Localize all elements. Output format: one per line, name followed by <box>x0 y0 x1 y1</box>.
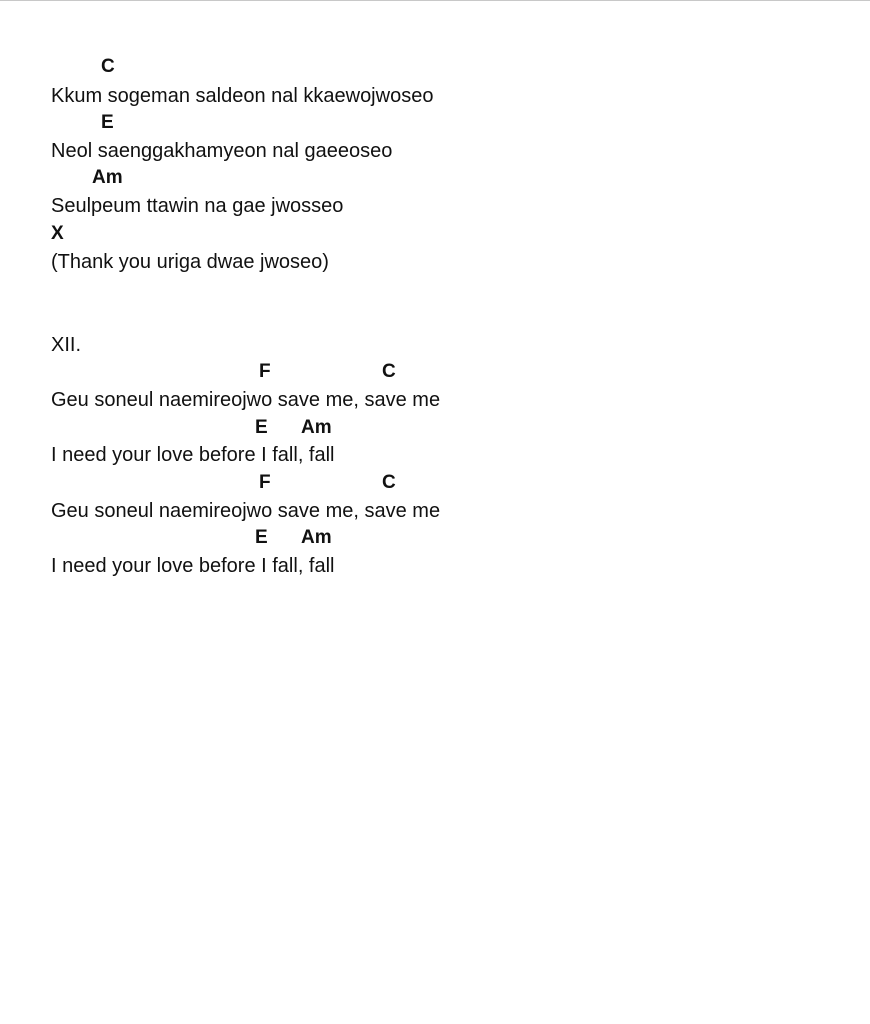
chord-label: C <box>382 472 396 493</box>
chord-label: F <box>259 361 271 382</box>
lyric-line: Neol saenggakhamyeon nal gaeeoseo <box>51 140 393 162</box>
lyric-line: Kkum sogeman saldeon nal kkaewojwoseo <box>51 85 434 107</box>
lyric-line: Geu soneul naemireojwo save me, save me <box>51 389 441 411</box>
chord-label: E <box>255 417 268 438</box>
chord-label: E <box>101 112 114 133</box>
page-top-border <box>0 0 870 1</box>
chord-label: Am <box>301 527 332 548</box>
chord-label: C <box>101 56 115 77</box>
chord-label: E <box>255 527 268 548</box>
chord-label: Am <box>301 417 332 438</box>
chord-label: C <box>382 361 396 382</box>
section-heading: XII. <box>51 334 82 356</box>
chord-label: F <box>259 472 271 493</box>
lyric-line: (Thank you uriga dwae jwoseo) <box>51 251 329 273</box>
lyric-line: Seulpeum ttawin na gae jwosseo <box>51 195 344 217</box>
lyric-line: I need your love before I fall, fall <box>51 444 335 466</box>
lyric-line: Geu soneul naemireojwo save me, save me <box>51 500 441 522</box>
lyric-line: I need your love before I fall, fall <box>51 555 335 577</box>
chord-label: X <box>51 223 64 244</box>
chord-label: Am <box>92 167 123 188</box>
